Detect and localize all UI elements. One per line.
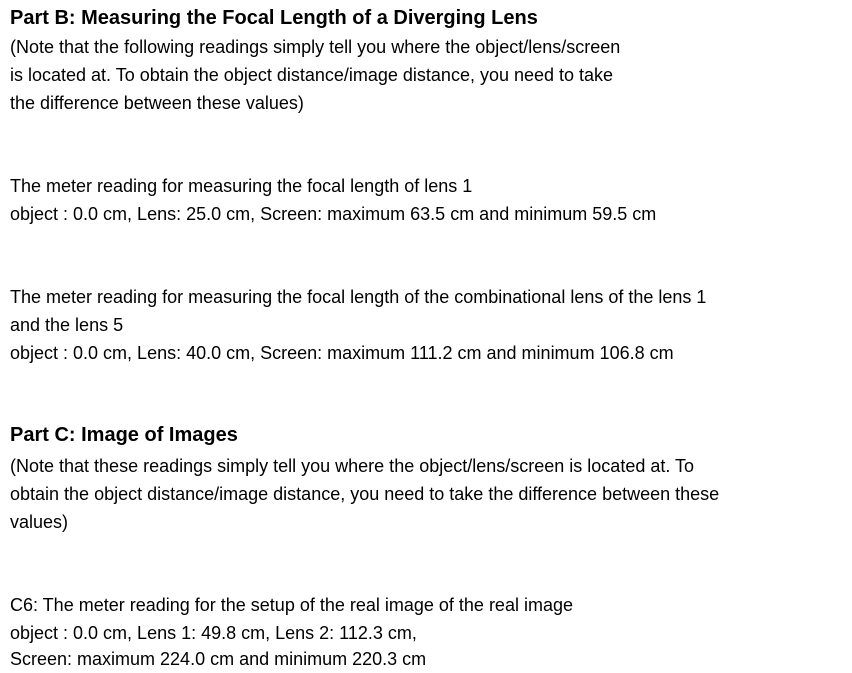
lens1-reading-values: object : 0.0 cm, Lens: 25.0 cm, Screen: maximum 63.5 cm and minimum 59.5 cm <box>10 204 657 224</box>
c6-screen-values: Screen: maximum 224.0 cm and minimum 220.3 cm <box>10 649 427 669</box>
part-c-note-line-2: obtain the object distance/image distance, you need to take the difference between these <box>10 484 720 504</box>
part-b-heading: Part B: Measuring the Focal Length of a Diverging Lens <box>10 7 538 29</box>
c6-title: C6: The meter reading for the setup of the real image of the real image <box>10 595 573 615</box>
part-b-note-line-1: (Note that the following readings simply tell you where the object/lens/screen <box>10 37 621 57</box>
part-c-note-line-3: values) <box>10 512 69 532</box>
part-c-note-line-1: (Note that these readings simply tell you where the object/lens/screen is located at. To <box>10 456 695 476</box>
lens1-reading-title: The meter reading for measuring the focal length of lens 1 <box>10 176 473 196</box>
part-c-heading: Part C: Image of Images <box>10 424 238 446</box>
part-b-note-line-3: the difference between these values) <box>10 93 304 113</box>
combo-reading-title-line-2: and the lens 5 <box>10 315 124 335</box>
combo-reading-title-line-1: The meter reading for measuring the focal length of the combinational lens of the lens 1 <box>10 287 707 307</box>
combo-reading-values: object : 0.0 cm, Lens: 40.0 cm, Screen: maximum 111.2 cm and minimum 106.8 cm <box>10 343 674 363</box>
c6-object-lens-values: object : 0.0 cm, Lens 1: 49.8 cm, Lens 2: 112.3 cm, <box>10 623 417 643</box>
part-b-note-line-2: is located at. To obtain the object distance/image distance, you need to take <box>10 65 614 85</box>
